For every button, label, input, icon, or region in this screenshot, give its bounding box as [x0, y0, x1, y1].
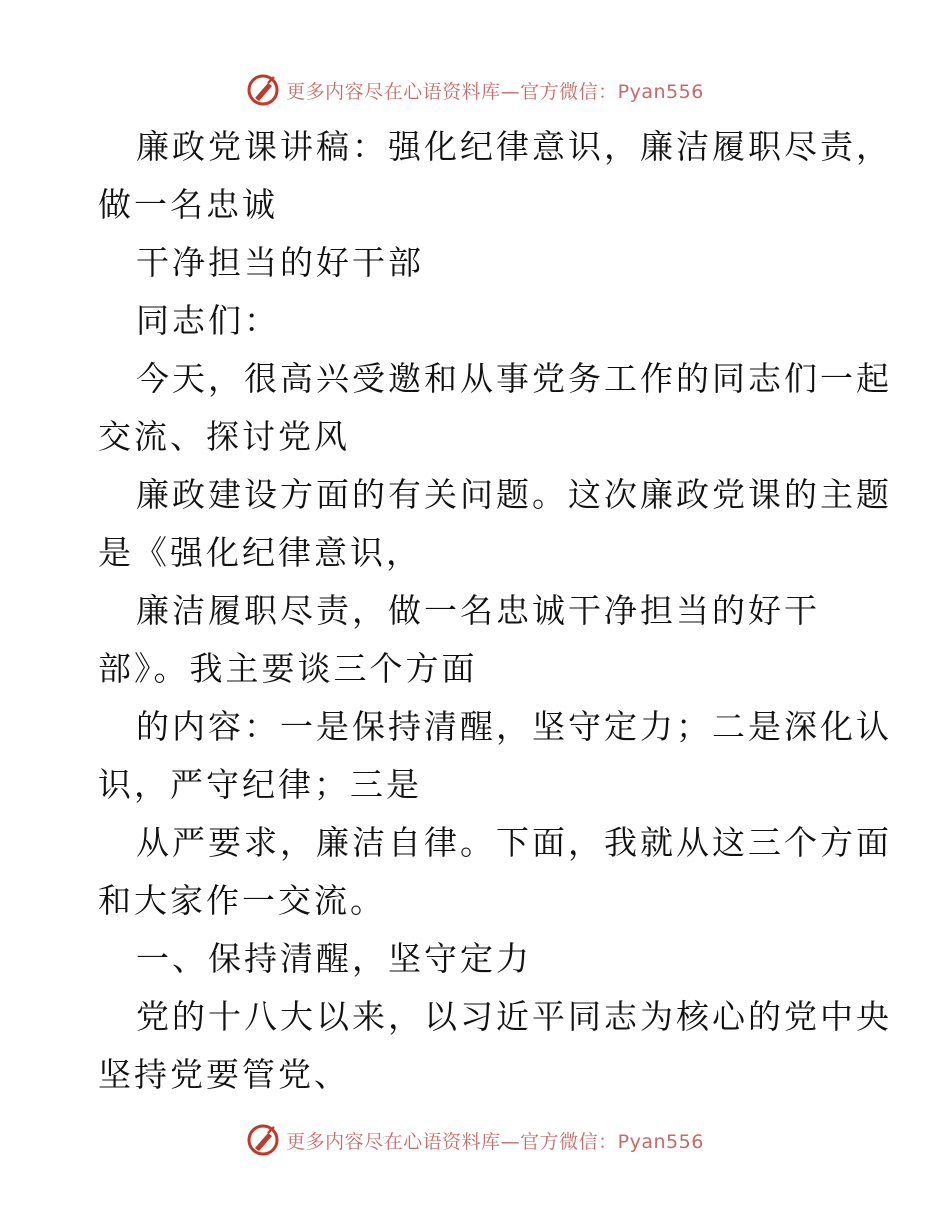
- body-line: 的内容：一是保持清醒，坚守定力；二是深化认: [136, 707, 892, 746]
- body-line: 党的十八大以来，以习近平同志为核心的党中央: [136, 997, 892, 1036]
- title-line-1: 廉政党课讲稿：强化纪律意识，廉洁履职尽责，: [136, 127, 892, 166]
- pen-logo-icon: [246, 1123, 280, 1157]
- title-line-3: 干净担当的好干部: [136, 243, 424, 282]
- header-banner-text: 更多内容尽在心语资料库—官方微信：Pyan556: [286, 80, 704, 103]
- body-line: 今天，很高兴受邀和从事党务工作的同志们一起: [136, 359, 892, 398]
- body-line: 交流、探讨党风: [98, 417, 350, 456]
- section-heading: 一、保持清醒，坚守定力: [136, 939, 532, 978]
- pen-logo-icon: [246, 73, 280, 107]
- footer-banner: [0, 1120, 950, 1160]
- body-line: 部》。我主要谈三个方面: [98, 649, 478, 688]
- body-line: 廉政建设方面的有关问题。这次廉政党课的主题: [136, 475, 892, 514]
- footer-banner-text: 更多内容尽在心语资料库—官方微信：Pyan556: [286, 1130, 704, 1153]
- body-line: 和大家作一交流。: [98, 881, 386, 920]
- body-line: 从严要求，廉洁自律。下面，我就从这三个方面: [136, 823, 892, 862]
- body-line: 识，严守纪律；三是: [98, 765, 422, 804]
- document-body: [98, 118, 892, 1104]
- body-line: 是《强化纪律意识，: [98, 533, 422, 572]
- body-line: 廉洁履职尽责，做一名忠诚干净担当的好干: [136, 591, 820, 630]
- salutation: 同志们：: [136, 301, 280, 340]
- body-line: 坚持党要管党、: [98, 1055, 350, 1094]
- title-line-2: 做一名忠诚: [98, 185, 278, 224]
- header-banner: [0, 70, 950, 110]
